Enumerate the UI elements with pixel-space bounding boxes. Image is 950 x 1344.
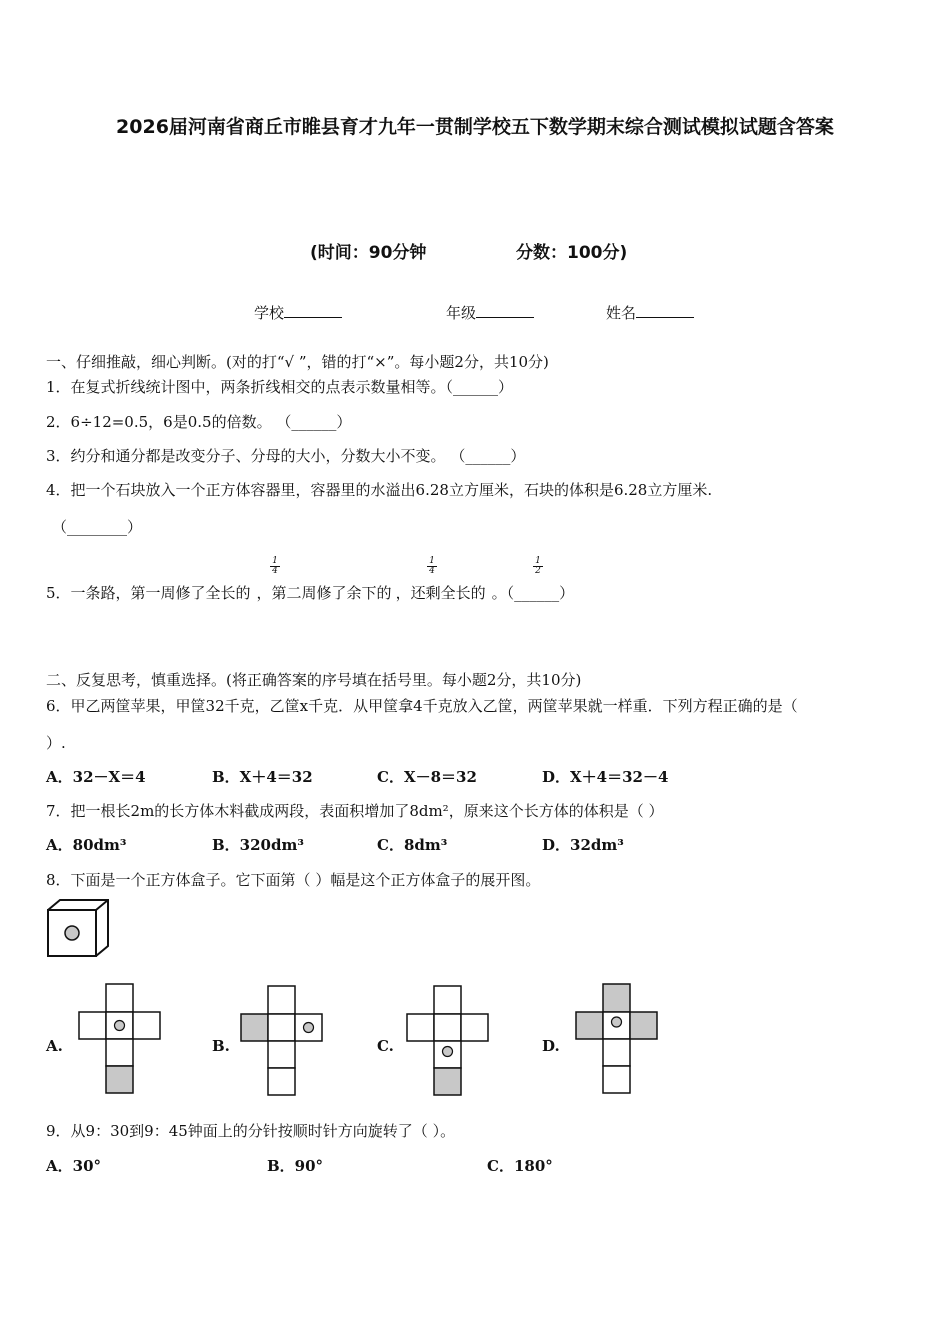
question-8: 8．下面是一个正方体盒子。它下面第（ ）幅是这个正方体盒子的展开图。 bbox=[46, 871, 541, 889]
q5-fraction-3: $\frac{1}{2}$ bbox=[533, 557, 543, 576]
question-2: 2．6÷12=0.5，6是0.5的倍数。 （______） bbox=[46, 413, 352, 431]
question-4-answer: （________） bbox=[52, 518, 143, 536]
school-field[interactable] bbox=[254, 302, 342, 323]
net-d-figure[interactable] bbox=[573, 982, 661, 1096]
q6-option-c[interactable]: C．X－8＝32 bbox=[377, 768, 477, 786]
q7-option-b[interactable]: B．320dm³ bbox=[212, 836, 304, 854]
grade-label: 年级 bbox=[446, 304, 477, 322]
q8-option-d[interactable]: D. bbox=[542, 1037, 560, 1055]
q7-option-d[interactable]: D．32dm³ bbox=[542, 836, 624, 854]
question-5 bbox=[46, 582, 574, 603]
cube-figure bbox=[46, 898, 112, 960]
q6-option-a[interactable]: A．32－X＝4 bbox=[46, 768, 146, 786]
grade-field[interactable] bbox=[446, 302, 534, 323]
question-6-line1: 6．甲乙两筐苹果，甲筐32千克，乙筐x千克．从甲筐拿4千克放入乙筐，两筐苹果就一样重．下列方程正确的是（ bbox=[46, 697, 798, 715]
question-4-line1: 4．把一个石块放入一个正方体容器里，容器里的水溢出6.28立方厘米，石块的体积是6.28立方厘米. bbox=[46, 481, 713, 499]
q9-option-c[interactable]: C．180° bbox=[487, 1157, 553, 1175]
q9-option-a[interactable]: A．30° bbox=[46, 1157, 102, 1175]
name-blank[interactable] bbox=[636, 303, 694, 318]
q5-part2: ，第二周修了余下的 bbox=[256, 584, 392, 602]
question-6-line2: ）. bbox=[46, 734, 66, 752]
question-7: 7．把一根长2m的长方体木料截成两段，表面积增加了8dm²，原来这个长方体的体积是（ ） bbox=[46, 802, 664, 820]
q5-part4: 。（______） bbox=[491, 584, 575, 602]
q8-option-a[interactable]: A. bbox=[46, 1037, 63, 1055]
score-label: 分数：100分) bbox=[516, 243, 628, 263]
school-label: 学校 bbox=[254, 304, 285, 322]
time-label: (时间：90分钟 bbox=[310, 243, 427, 263]
q5-part1: 5．一条路，第一周修了全长的 bbox=[46, 584, 251, 602]
section1-heading: 一、仔细推敲，细心判断。(对的打“√ ”，错的打“×”。每小题2分，共10分) bbox=[46, 353, 549, 371]
school-blank[interactable] bbox=[284, 303, 342, 318]
question-1: 1．在复式折线统计图中，两条折线相交的点表示数量相等。（______） bbox=[46, 378, 514, 396]
q6-option-d[interactable]: D．X＋4＝32－4 bbox=[542, 768, 669, 786]
section2-heading: 二、反复思考，慎重选择。(将正确答案的序号填在括号里。每小题2分，共10分) bbox=[46, 671, 582, 689]
q6-option-b[interactable]: B．X＋4＝32 bbox=[212, 768, 313, 786]
cube-dot bbox=[65, 926, 79, 940]
page-title: 2026届河南省商丘市睢县育才九年一贯制学校五下数学期末综合测试模拟试题含答案 bbox=[116, 116, 834, 138]
net-a-figure[interactable] bbox=[76, 982, 164, 1096]
q5-fraction-2: $\frac{1}{4}$ bbox=[427, 557, 437, 576]
name-label: 姓名 bbox=[606, 304, 637, 322]
net-c-figure[interactable] bbox=[404, 984, 492, 1098]
q7-option-c[interactable]: C．8dm³ bbox=[377, 836, 448, 854]
q9-option-b[interactable]: B．90° bbox=[267, 1157, 324, 1175]
question-3: 3．约分和通分都是改变分子、分母的大小，分数大小不变。 （______） bbox=[46, 447, 526, 465]
q5-fraction-1: $\frac{1}{4}$ bbox=[270, 557, 280, 576]
q7-option-a[interactable]: A．80dm³ bbox=[46, 836, 127, 854]
name-field[interactable] bbox=[606, 302, 694, 323]
q5-part3: ，还剩全长的 bbox=[395, 584, 486, 602]
question-9: 9．从9：30到9：45钟面上的分针按顺时针方向旋转了（ ）。 bbox=[46, 1122, 456, 1140]
grade-blank[interactable] bbox=[476, 303, 534, 318]
net-b-figure[interactable] bbox=[238, 984, 326, 1098]
q8-option-c[interactable]: C. bbox=[377, 1037, 394, 1055]
q8-option-b[interactable]: B. bbox=[212, 1037, 230, 1055]
